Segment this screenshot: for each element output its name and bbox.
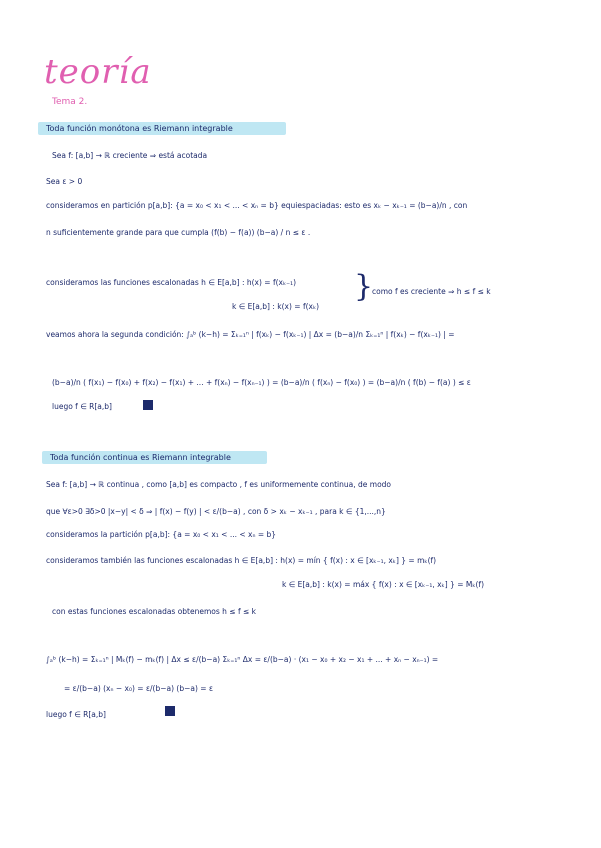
section1-line-5b: como f es creciente ⇒ h ≤ f ≤ k [372,287,491,296]
section1-line-8: (b−a)/n ( f(x₁) − f(x₀) + f(x₂) − f(x₁) + ... + f(xₙ) − f(xₙ₋₁) ) = (b−a)/n ( f(xₙ) − f(x₀) ) = (b−a)/n ( f(b) − f(a) ) ≤ ε [52,378,471,387]
section1-heading: Toda función monótona es Riemann integrable [46,124,233,133]
section2-line-1: Sea f: [a,b] → ℝ continua , como [a,b] es compacto , f es uniformemente continua, de modo [46,480,392,489]
qed-square-icon [143,400,153,410]
section1-line-5: consideramos las funciones escalonadas h ∈ E[a,b] : h(x) = f(xₖ₋₁) [46,278,297,287]
section1-line-2: Sea ε > 0 [46,177,83,186]
section2-line-2: que ∀ε>0 ∃δ>0 |x−y| < δ ⇒ | f(x) − f(y) | < ε/(b−a) , con δ > xₖ − xₖ₋₁ , para k ∈ {1,...,n} [46,507,386,516]
section1-line-7: veamos ahora la segunda condición: ∫ₐᵇ (k−h) = Σₖ₌₁ⁿ | f(xₖ) − f(xₖ₋₁) | Δx = (b−a)/n Σₖ₌₁ⁿ | f(xₖ) − f(xₖ₋₁) | = [46,330,455,339]
section1-line-4: n suficientemente grande para que cumpla (f(b) − f(a)) (b−a) / n ≤ ε . [46,228,311,237]
section2-line-9: luego f ∈ R[a,b] [46,710,106,719]
section2-line-5: k ∈ E[a,b] : k(x) = máx { f(x) : x ∈ [xₖ₋₁, xₖ] } = Mₖ(f) [282,580,485,589]
tema-label: Tema 2. [52,97,88,107]
section2-line-8: = ε/(b−a) (xₙ − x₀) = ε/(b−a) (b−a) = ε [64,684,214,693]
section2-line-6: con estas funciones escalonadas obtenemos h ≤ f ≤ k [52,607,257,616]
section2-heading: Toda función continua es Riemann integrable [50,453,231,462]
section1-line-1: Sea f: [a,b] → ℝ creciente ⇒ está acotada [52,151,208,160]
section2-line-4: consideramos también las funciones escalonadas h ∈ E[a,b] : h(x) = mín { f(x) : x ∈ [xₖ₋₁, xₖ] } = mₖ(f) [46,556,437,565]
section1-line-3: consideramos en partición p[a,b]: {a = x₀ < x₁ < ... < xₙ = b} equiespaciadas: esto es xₖ − xₖ₋₁ = (b−a)/n , con [46,201,468,210]
qed-square-icon-2 [165,706,175,716]
section2-line-7: ∫ₐᵇ (k−h) = Σₖ₌₁ⁿ | Mₖ(f) − mₖ(f) | Δx ≤ ε/(b−a) Σₖ₌₁ⁿ Δx = ε/(b−a) · (x₁ − x₀ + x₂ − x₁ + ... + xₙ − xₙ₋₁) = [46,655,439,664]
section1-line-9: luego f ∈ R[a,b] [52,402,112,411]
section1-line-6: k ∈ E[a,b] : k(x) = f(xₖ) [232,302,320,311]
page-title: teoría [44,52,152,92]
brace-icon: } [354,269,374,304]
section2-line-3: consideramos la partición p[a,b]: {a = x₀ < x₁ < ... < xₙ = b} [46,530,277,539]
